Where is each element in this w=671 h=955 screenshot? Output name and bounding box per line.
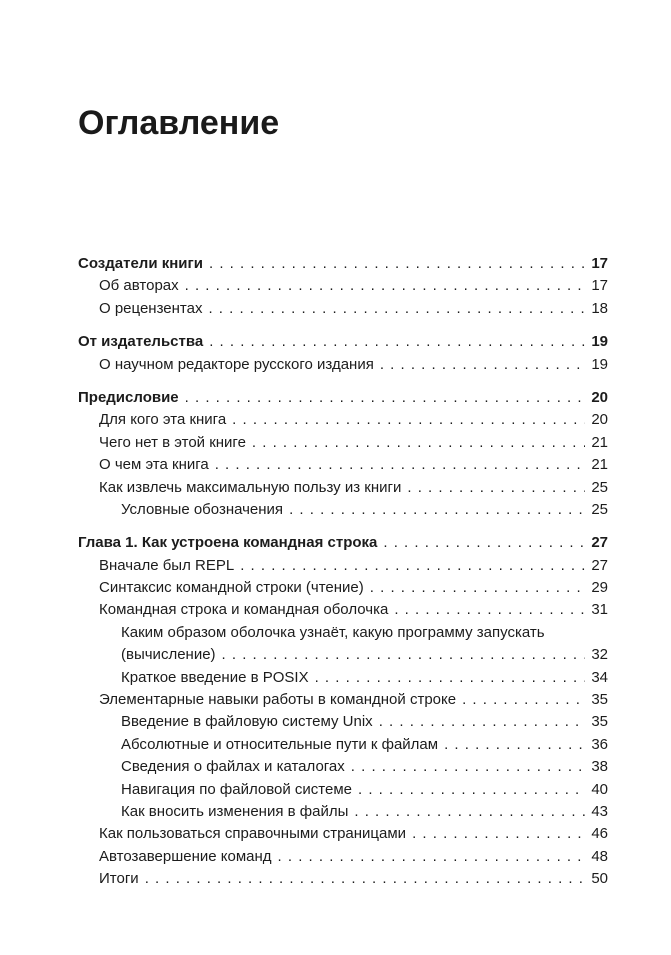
toc-list — [78, 253, 608, 891]
dot-leader — [379, 711, 585, 733]
toc-entry-label: Как вносить изменения в файлы — [121, 802, 349, 820]
toc-entry-page-number: 25 — [591, 478, 608, 496]
dot-leader — [209, 331, 585, 353]
toc-entry-page-number: 31 — [591, 601, 608, 619]
toc-entry — [78, 387, 608, 409]
toc-entry-label: Как извлечь максимальную пользу из книги — [99, 478, 402, 496]
toc-entry-label: Краткое введение в POSIX — [121, 668, 309, 686]
toc-entry-wrapped-line — [78, 622, 608, 644]
dot-leader — [380, 354, 585, 376]
toc-entry — [78, 331, 608, 353]
toc-entry — [78, 599, 608, 621]
dot-leader — [208, 298, 585, 320]
dot-leader — [412, 823, 585, 845]
toc-entry-label: Как пользоваться справочными страницами — [99, 825, 407, 843]
toc-entry-page-number: 48 — [591, 847, 608, 865]
toc-entry — [78, 499, 608, 521]
toc-entry-label: О научном редакторе русского издания — [99, 355, 374, 373]
toc-entry-label: Синтаксис командной строки (чтение) — [99, 579, 364, 597]
toc-entry — [78, 868, 608, 890]
dot-leader — [358, 779, 585, 801]
toc-entry-page-number: 38 — [591, 758, 608, 776]
toc-entry-page-number: 18 — [591, 299, 608, 317]
toc-entry-page-number: 35 — [591, 691, 608, 709]
toc-entry — [78, 667, 608, 689]
toc-entry-label: Элементарные навыки работы в командной строке — [99, 691, 457, 709]
toc-entry — [78, 577, 608, 599]
dot-leader — [185, 275, 585, 297]
toc-entry-label: Сведения о файлах и каталогах — [121, 758, 345, 776]
toc-entry — [78, 711, 608, 733]
page-title: Оглавление — [78, 104, 280, 142]
dot-leader — [232, 409, 585, 431]
toc-entry-page-number: 21 — [591, 456, 608, 474]
toc-entry-label: Навигация по файловой системе — [121, 780, 352, 798]
toc-entry-label: Абсолютные и относительные пути к файлам — [121, 735, 439, 753]
toc-entry-label: Предисловие — [78, 388, 179, 406]
toc-entry — [78, 354, 608, 376]
toc-entry-page-number: 32 — [591, 646, 608, 664]
toc-entry-label: Автозавершение команд — [99, 847, 272, 865]
toc-entry-label: Чего нет в этой книге — [99, 433, 246, 451]
dot-leader — [370, 577, 585, 599]
toc-entry — [78, 275, 608, 297]
dot-leader — [145, 868, 585, 890]
toc-entry — [78, 253, 608, 275]
toc-entry-label: Вначале был REPL — [99, 556, 235, 574]
dot-leader — [209, 253, 585, 275]
dot-leader — [354, 801, 585, 823]
toc-entry-label: Создатели книги — [78, 255, 203, 272]
dot-leader — [315, 667, 585, 689]
toc-entry — [78, 555, 608, 577]
toc-entry-page-number: 34 — [591, 668, 608, 686]
toc-entry — [78, 644, 608, 666]
toc-entry-page-number: 20 — [591, 411, 608, 429]
toc-entry-page-number: 19 — [591, 333, 608, 351]
toc-entry-label: От издательства — [78, 333, 204, 351]
toc-entry-page-number: 27 — [591, 556, 608, 574]
toc-entry — [78, 454, 608, 476]
toc-entry-label: О рецензентах — [99, 299, 203, 317]
toc-entry-page-number: 36 — [591, 735, 608, 753]
dot-leader — [462, 689, 585, 711]
toc-entry-page-number: 17 — [591, 277, 608, 295]
toc-entry-label: О чем эта книга — [99, 456, 209, 474]
toc-entry-page-number: 19 — [591, 355, 608, 373]
toc-entry-page-number: 40 — [591, 780, 608, 798]
dot-leader — [185, 387, 585, 409]
toc-entry-label: Введение в файловую систему Unix — [121, 713, 373, 731]
dot-leader — [278, 846, 585, 868]
toc-entry — [78, 779, 608, 801]
dot-leader — [444, 734, 585, 756]
dot-leader — [351, 756, 585, 778]
toc-entry-page-number: 21 — [591, 433, 608, 451]
dot-leader — [383, 532, 585, 554]
dot-leader — [289, 499, 585, 521]
toc-entry — [78, 801, 608, 823]
toc-entry — [78, 756, 608, 778]
dot-leader — [252, 432, 585, 454]
toc-entry — [78, 409, 608, 431]
toc-entry-label: Об авторах — [99, 277, 179, 295]
toc-entry-page-number: 20 — [591, 388, 608, 406]
dot-leader — [407, 477, 585, 499]
toc-entry-page-number: 46 — [591, 825, 608, 843]
dot-leader — [394, 599, 585, 621]
toc-entry-page-number: 35 — [591, 713, 608, 731]
toc-entry-label: Командная строка и командная оболочка — [99, 601, 389, 619]
toc-entry-label: (вычисление) — [121, 646, 216, 664]
dot-leader — [240, 555, 585, 577]
toc-entry — [78, 689, 608, 711]
toc-entry-label: Каким образом оболочка узнаёт, какую программу запускать — [121, 623, 545, 641]
dot-leader — [215, 454, 585, 476]
toc-entry-label: Условные обозначения — [121, 500, 284, 518]
toc-entry-page-number: 17 — [591, 255, 608, 272]
toc-entry-label: Для кого эта книга — [99, 411, 227, 429]
toc-entry-page-number: 50 — [591, 870, 608, 888]
toc-entry — [78, 298, 608, 320]
toc-entry-page-number: 25 — [591, 500, 608, 518]
toc-entry — [78, 432, 608, 454]
toc-entry — [78, 477, 608, 499]
toc-entry — [78, 734, 608, 756]
toc-entry-page-number: 29 — [591, 579, 608, 597]
toc-entry — [78, 846, 608, 868]
toc-entry-label: Глава 1. Как устроена командная строка — [78, 534, 378, 552]
toc-entry — [78, 823, 608, 845]
toc-entry — [78, 532, 608, 554]
toc-entry-page-number: 43 — [591, 802, 608, 820]
toc-entry-label: Итоги — [99, 870, 139, 888]
toc-entry-page-number: 27 — [591, 534, 608, 552]
dot-leader — [222, 644, 585, 666]
